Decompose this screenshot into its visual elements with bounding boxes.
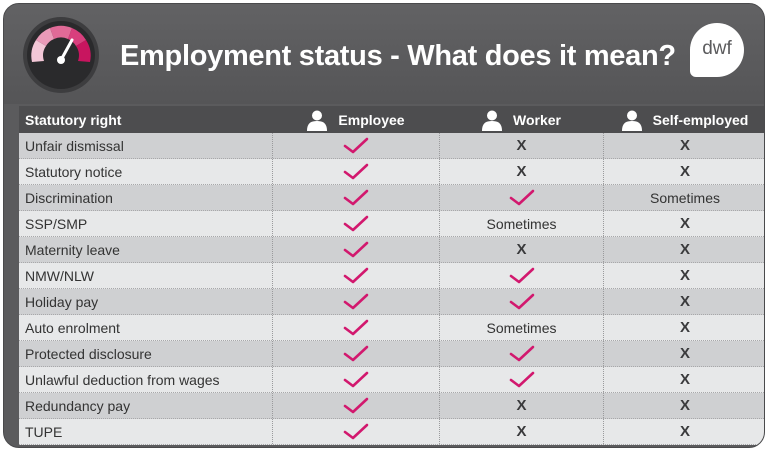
employee-cell [272,419,439,444]
tick-icon [509,189,535,207]
x-mark: X [679,423,690,440]
employee-cell [272,211,439,236]
self-cell [603,367,765,392]
statutory-right-cell: Protected disclosure [25,345,152,362]
tick-icon [343,345,369,363]
tick-icon [509,345,535,363]
column-header-label: Self-employed [652,111,749,128]
table-row [19,263,765,289]
employee-cell [272,263,439,288]
worker-cell [439,419,603,444]
worker-cell [439,185,603,210]
x-mark: X [679,293,690,310]
statutory-right-cell: TUPE [25,423,63,440]
table-row [19,237,765,263]
worker-cell [439,237,603,262]
self-cell [603,185,765,210]
statutory-right-cell: Redundancy pay [25,397,131,414]
page-title: Employment status - What does it mean? [120,40,676,72]
self-cell [603,159,765,184]
worker-cell [439,393,603,418]
x-mark: X [679,371,690,388]
table-row [19,393,765,419]
table-row [19,289,765,315]
column-header-label: Worker [513,111,561,128]
worker-cell [439,367,603,392]
self-cell [603,289,765,314]
header [4,4,765,104]
person-icon [621,109,643,131]
statutory-right-cell: Unlawful deduction from wages [25,371,220,388]
column-header-self-employed [603,106,765,133]
tick-icon [343,189,369,207]
infographic-card [3,3,765,448]
person-icon [306,109,328,131]
self-cell [603,419,765,444]
tick-icon [509,267,535,285]
x-mark: X [516,241,527,258]
self-cell [603,237,765,262]
statutory-right-cell: Unfair dismissal [25,137,124,154]
x-mark: X [516,397,527,414]
self-cell [603,315,765,340]
table-row [19,185,765,211]
table-row [19,133,765,159]
statutory-right-cell: Holiday pay [25,293,99,310]
tick-icon [343,319,369,337]
x-mark: X [679,163,690,180]
worker-cell [439,211,603,236]
self-cell [603,211,765,236]
table-body [19,133,765,445]
tick-icon [343,293,369,311]
tick-icon [343,267,369,285]
employee-cell [272,159,439,184]
worker-cell [439,315,603,340]
x-mark: X [679,215,690,232]
tick-icon [343,241,369,259]
statutory-right-cell: NMW/NLW [25,267,94,284]
x-mark: X [516,163,527,180]
tick-icon [343,163,369,181]
employee-cell [272,393,439,418]
speedometer-icon [22,16,100,94]
tick-icon [509,371,535,389]
column-header-employee [272,106,439,133]
person-icon [481,109,503,131]
tick-icon [343,423,369,441]
tick-icon [509,293,535,311]
x-mark: X [679,397,690,414]
x-mark: X [679,137,690,154]
statutory-right-cell: Statutory notice [25,163,123,180]
worker-cell [439,159,603,184]
sometimes-label: Sometimes [486,215,557,232]
column-header-label: Employee [338,111,405,128]
self-cell [603,393,765,418]
tick-icon [343,371,369,389]
table-row [19,315,765,341]
table-row [19,211,765,237]
sometimes-label: Sometimes [649,189,721,206]
employee-cell [272,289,439,314]
sometimes-label: Sometimes [486,319,557,336]
x-mark: X [516,137,527,154]
worker-cell [439,263,603,288]
table-row [19,341,765,367]
employee-cell [272,133,439,158]
dwf-logo [690,23,744,77]
tick-icon [343,215,369,233]
employee-cell [272,185,439,210]
employee-cell [272,237,439,262]
statutory-right-cell: Discrimination [25,189,113,206]
x-mark: X [679,241,690,258]
x-mark: X [516,423,527,440]
self-cell [603,133,765,158]
logo-text: dwf [702,38,732,59]
statutory-right-cell: Auto enrolment [25,319,120,336]
self-cell [603,263,765,288]
table-row [19,159,765,185]
table-row [19,367,765,393]
worker-cell [439,289,603,314]
employee-cell [272,341,439,366]
employee-cell [272,315,439,340]
column-header-worker [439,106,603,133]
employee-cell [272,367,439,392]
table-row [19,419,765,445]
x-mark: X [679,345,690,362]
tick-icon [343,397,369,415]
table-header [19,106,765,133]
x-mark: X [679,319,690,336]
self-cell [603,341,765,366]
worker-cell [439,133,603,158]
x-mark: X [679,267,690,284]
column-header-statutory-right: Statutory right [25,111,122,128]
tick-icon [343,137,369,155]
statutory-right-cell: Maternity leave [25,241,120,258]
statutory-right-cell: SSP/SMP [25,215,88,232]
rights-table [19,106,765,445]
worker-cell [439,341,603,366]
